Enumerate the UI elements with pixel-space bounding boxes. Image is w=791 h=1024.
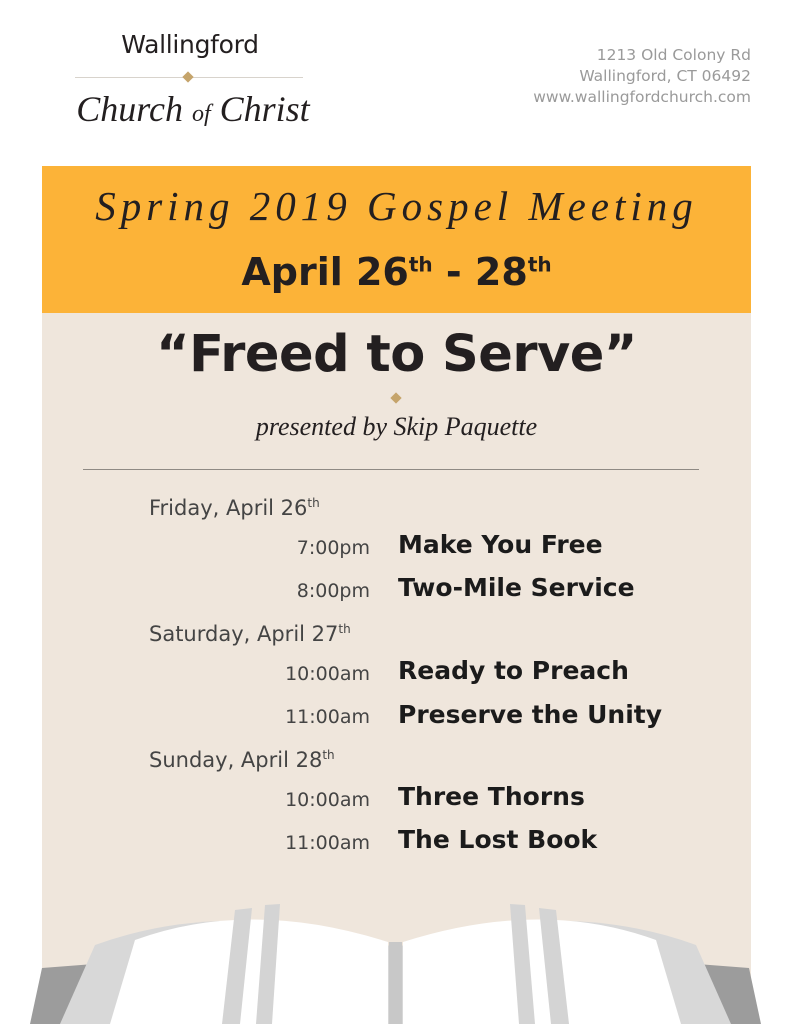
schedule-day-suffix: th: [322, 748, 335, 762]
session-title: The Lost Book: [398, 825, 598, 854]
schedule-day: [149, 748, 335, 772]
logo-of-word: of: [191, 101, 211, 127]
session-time: 10:00am: [285, 789, 370, 811]
schedule-day-suffix: th: [307, 496, 320, 510]
date-end: - 28: [432, 250, 528, 294]
event-dates: [42, 250, 751, 294]
address-city: Wallingford, CT 06492: [579, 67, 751, 85]
bible-spine: [389, 942, 402, 1024]
schedule-day-label: Sunday, April 28: [149, 748, 323, 772]
logo-diamond-icon: [182, 71, 193, 82]
session-time: 10:00am: [285, 663, 370, 685]
schedule-day: [149, 622, 351, 646]
session-title: Make You Free: [398, 530, 603, 559]
event-title: Spring 2019 Gospel Meeting: [95, 183, 698, 229]
session-time: 7:00pm: [296, 537, 370, 559]
session-title: Ready to Preach: [398, 656, 629, 685]
schedule-day-label: Saturday, April 27: [149, 622, 339, 646]
logo-wordmark-bottom: [68, 88, 318, 130]
schedule-day-label: Friday, April 26: [149, 496, 308, 520]
session-time: 11:00am: [285, 832, 370, 854]
logo-church-word: Church: [76, 89, 183, 129]
session-time: 8:00pm: [296, 580, 370, 602]
session-title: Three Thorns: [398, 782, 585, 811]
address-street: 1213 Old Colony Rd: [596, 46, 751, 64]
date-start-suffix: th: [408, 252, 433, 277]
session-title: Two-Mile Service: [398, 573, 635, 602]
open-bible-illustration: [0, 890, 791, 1024]
schedule-day-suffix: th: [338, 622, 351, 636]
logo-wordmark-top: Wallingford: [121, 30, 259, 59]
date-start: April 26: [241, 250, 409, 294]
date-end-suffix: th: [527, 252, 552, 277]
church-address: [533, 45, 751, 108]
presenter-line: presented by Skip Paquette: [255, 412, 538, 441]
session-title: Preserve the Unity: [398, 700, 663, 729]
theme-title: “Freed to Serve”: [156, 325, 637, 384]
session-time: 11:00am: [285, 706, 370, 728]
section-divider: [83, 469, 699, 470]
logo-christ-word: Christ: [219, 89, 310, 129]
address-website: www.wallingfordchurch.com: [533, 88, 751, 106]
schedule-day: [149, 496, 320, 520]
